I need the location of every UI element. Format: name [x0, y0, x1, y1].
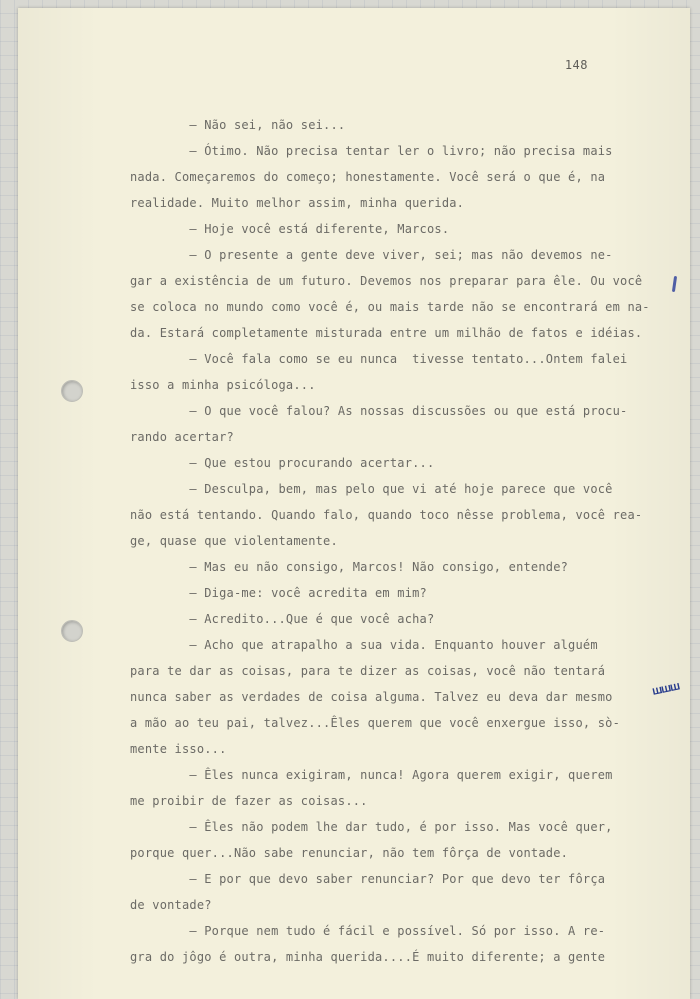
text-line: – Hoje você está diferente, Marcos.	[130, 222, 450, 236]
text-line: me proibir de fazer as coisas...	[130, 794, 368, 808]
text-line: – Desculpa, bem, mas pelo que vi até hoje parece que você	[130, 482, 613, 496]
text-line: para te dar as coisas, para te dizer as coisas, você não tentará	[130, 664, 606, 678]
text-line: rando acertar?	[130, 430, 234, 444]
handwritten-margin-scribble: ꟺꟺꟺ	[650, 679, 681, 698]
text-line: gra do jôgo é outra, minha querida....É muito diferente; a gente	[130, 950, 606, 964]
text-line: – Êles não podem lhe dar tudo, é por isso. Mas você quer,	[130, 820, 613, 834]
text-line: – O presente a gente deve viver, sei; mas não devemos ne-	[130, 248, 613, 262]
text-line: – Não sei, não sei...	[130, 118, 346, 132]
text-line: – Acredito...Que é que você acha?	[130, 612, 435, 626]
punch-hole-bottom	[61, 620, 83, 642]
pen-correction-mark	[672, 276, 677, 292]
text-line: ge, quase que violentamente.	[130, 534, 338, 548]
typed-page	[18, 8, 690, 999]
text-line: mente isso...	[130, 742, 227, 756]
text-line: – Acho que atrapalho a sua vida. Enquanto houver alguém	[130, 638, 598, 652]
text-line: – Êles nunca exigiram, nunca! Agora querem exigir, querem	[130, 768, 613, 782]
text-line: – E por que devo saber renunciar? Por que devo ter fôrça	[130, 872, 606, 886]
text-line: – O que você falou? As nossas discussões ou que está procu-	[130, 404, 628, 418]
text-line: a mão ao teu pai, talvez...Êles querem que você enxergue isso, sò-	[130, 716, 621, 730]
typed-text-body	[130, 112, 670, 970]
text-line: – Ótimo. Não precisa tentar ler o livro; não precisa mais	[130, 144, 613, 158]
text-line: se coloca no mundo como você é, ou mais tarde não se encontrará em na-	[130, 300, 650, 314]
text-line: realidade. Muito melhor assim, minha querida.	[130, 196, 465, 210]
text-line: – Diga-me: você acredita em mim?	[130, 586, 427, 600]
text-line: – Você fala como se eu nunca tivesse tentato...Ontem falei	[130, 352, 628, 366]
text-line: da. Estará completamente misturada entre um milhão de fatos e idéias.	[130, 326, 643, 340]
text-line: – Que estou procurando acertar...	[130, 456, 435, 470]
text-line: isso a minha psicóloga...	[130, 378, 316, 392]
text-line: – Porque nem tudo é fácil e possível. Só por isso. A re-	[130, 924, 606, 938]
text-line: porque quer...Não sabe renunciar, não tem fôrça de vontade.	[130, 846, 569, 860]
punch-hole-top	[61, 380, 83, 402]
text-line: nunca saber as verdades de coisa alguma. Talvez eu deva dar mesmo	[130, 690, 613, 704]
text-line: nada. Começaremos do começo; honestamente. Você será o que é, na	[130, 170, 606, 184]
text-line: – Mas eu não consigo, Marcos! Não consigo, entende?	[130, 560, 569, 574]
text-line: não está tentando. Quando falo, quando toco nêsse problema, você rea-	[130, 508, 643, 522]
text-line: gar a existência de um futuro. Devemos nos preparar para êle. Ou você	[130, 274, 643, 288]
page-number: 148	[564, 58, 588, 72]
text-line: de vontade?	[130, 898, 212, 912]
